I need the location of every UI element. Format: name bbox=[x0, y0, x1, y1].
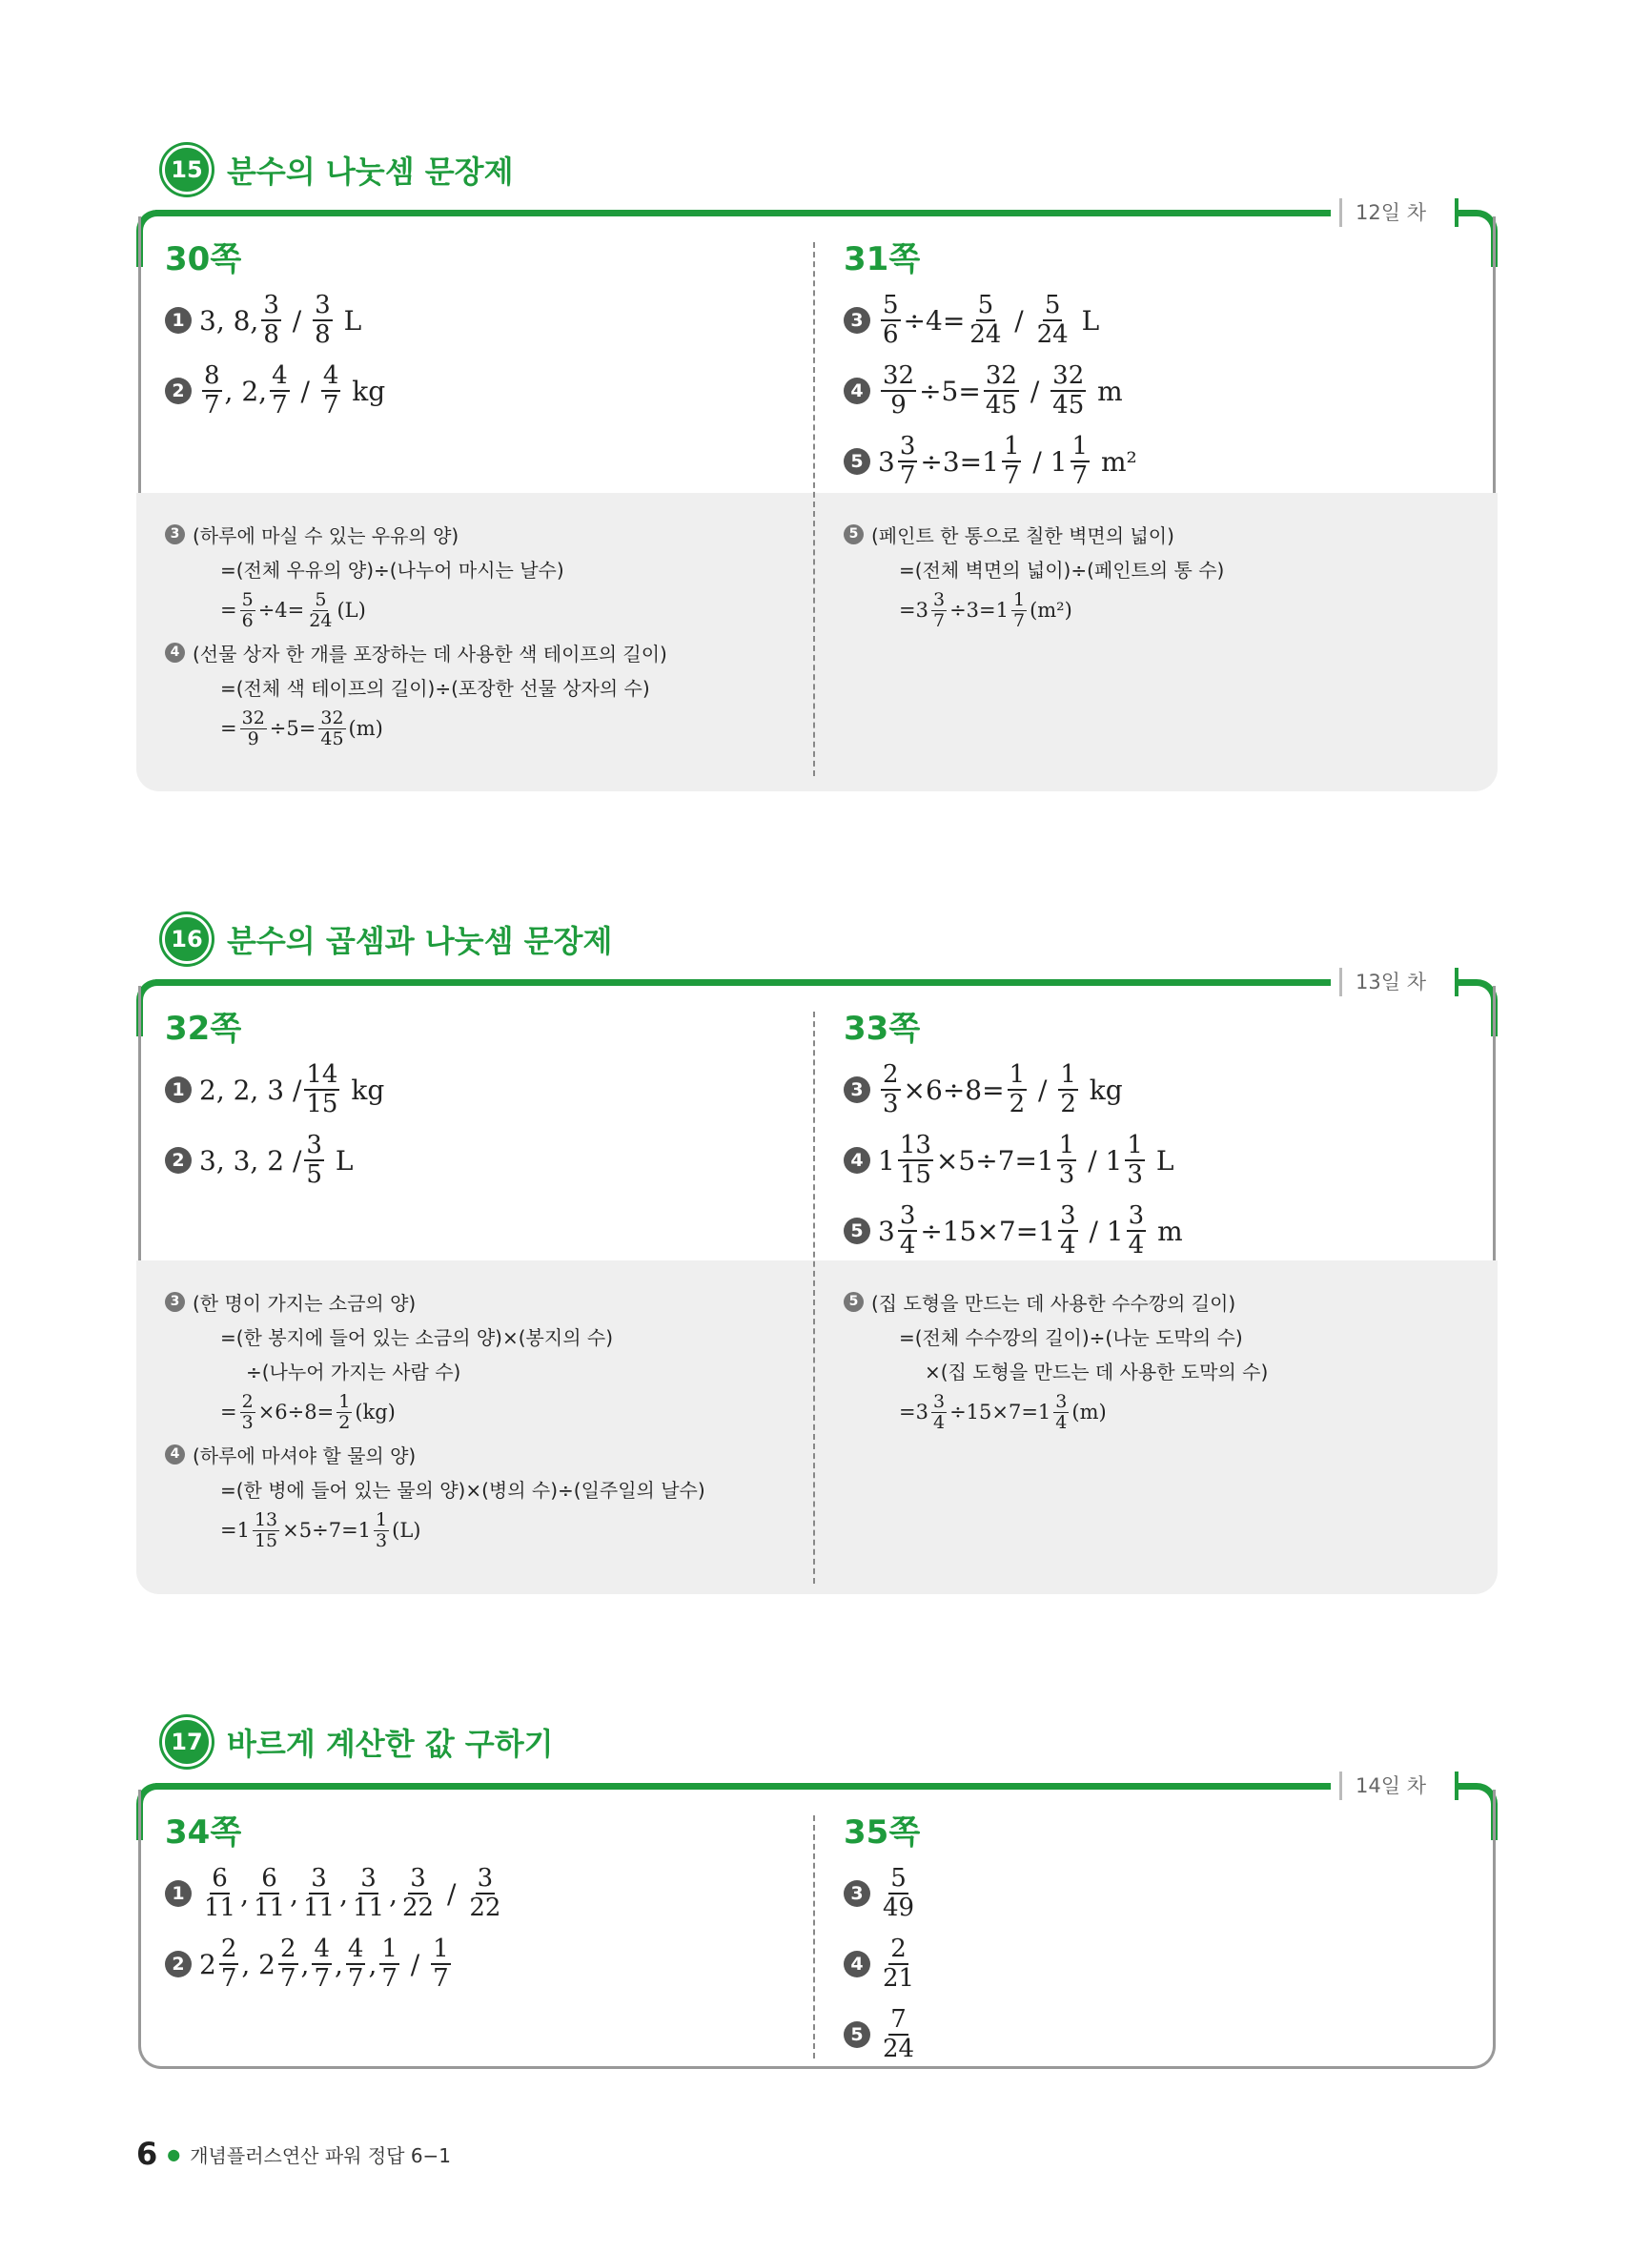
answer-2: 2 2 $\frac{2}{7}$ , 2 $\frac{2}{7}$ , $\frac{4}{7}$ , $\frac{4}{7}$ , $\frac{1}{7}$ / $\frac{1}{7}$ bbox=[165, 1929, 794, 1999]
page-30-answers bbox=[165, 233, 794, 426]
answer-3: 3 $\frac{5}{49}$ bbox=[844, 1858, 1473, 1929]
page-32-answers bbox=[165, 1002, 794, 1196]
answer-4: 4 $\frac{32}{9}$ ÷5= $\frac{32}{45}$ / $\frac{32}{45}$ m bbox=[844, 356, 1473, 426]
book-title: 개념플러스연산 파워 정답 6−1 bbox=[190, 2143, 452, 2167]
answer-4: 4 1 $\frac{13}{15}$ ×5÷7=1 $\frac{1}{3}$ / 1 $\frac{1}{3}$ L bbox=[844, 1125, 1473, 1196]
section-title: 바르게 계산한 값 구하기 bbox=[227, 1726, 554, 1762]
page-heading: 30쪽 bbox=[165, 240, 242, 278]
bullet-icon: ● bbox=[167, 2144, 181, 2163]
answer-1: 1 $\frac{6}{11}$ , $\frac{6}{11}$ , $\frac{3}{11}$ , $\frac{3}{11}$ , $\frac{3}{22}$ / $\frac{3}{22}$ bbox=[165, 1858, 794, 1929]
answer-5: 5 $\frac{7}{24}$ bbox=[844, 1999, 1473, 2070]
page-footer bbox=[136, 2136, 451, 2172]
section-number-badge: 16 bbox=[162, 914, 212, 964]
page-heading: 32쪽 bbox=[165, 1010, 242, 1048]
answer-5: 5 3 $\frac{3}{4}$ ÷15×7=1 $\frac{3}{4}$ / 1 $\frac{3}{4}$ m bbox=[844, 1196, 1473, 1266]
page-heading: 31쪽 bbox=[844, 240, 921, 278]
page-31-answers bbox=[844, 233, 1473, 497]
section-16-title bbox=[162, 911, 612, 968]
answer-5: 5 3 $\frac{3}{7}$ ÷3=1 $\frac{1}{7}$ / 1 $\frac{1}{7}$ m² bbox=[844, 426, 1473, 497]
answer-4: 4 $\frac{2}{21}$ bbox=[844, 1929, 1473, 1999]
answer-1: 1 3, 8, $\frac{3}{8}$ / $\frac{3}{8}$ L bbox=[165, 285, 794, 356]
page-33-answers bbox=[844, 1002, 1473, 1266]
explanation-right: 5 (페인트 한 통으로 칠한 벽면의 넓이) =(전체 벽면의 넓이)÷(페인트의 통 수) =3 $\frac{3}{7}$ ÷3=1 $\frac{1}{7}$ (m²) bbox=[844, 517, 1473, 635]
section-title: 분수의 나눗셈 문장제 bbox=[227, 154, 514, 190]
section-17-title bbox=[162, 1713, 554, 1771]
answer-box-16 bbox=[136, 971, 1498, 1594]
day-label: 14일 차 bbox=[1339, 1772, 1426, 1800]
answer-3: 3 $\frac{5}{6}$ ÷4= $\frac{5}{24}$ / $\frac{5}{24}$ L bbox=[844, 285, 1473, 356]
explanation-left: 3 (한 명이 가지는 소금의 양) =(한 봉지에 들어 있는 소금의 양)×(봉지의 수) ÷(나누어 가지는 사람 수) = $\frac{2}{3}$ ×6÷8= $\frac{1}{2}$ (kg) 4 (하루에 마셔야 할 물의 양) =(한 병에 들어 있는 물의 양)×(병의 수)÷(일주일의 날수) =1 $\frac{13}{15}$ ×5÷7=1 $\frac{1}{3}$ (L) bbox=[165, 1284, 794, 1555]
answer-box-15 bbox=[136, 201, 1498, 791]
answer-2: 2 3, 3, 2 / $\frac{3}{5}$ L bbox=[165, 1125, 794, 1196]
page-heading: 34쪽 bbox=[165, 1813, 242, 1852]
section-number-badge: 15 bbox=[162, 145, 212, 195]
section-title: 분수의 곱셈과 나눗셈 문장제 bbox=[227, 923, 613, 959]
answer-2: 2 $\frac{8}{7}$ , 2, $\frac{4}{7}$ / $\frac{4}{7}$ kg bbox=[165, 356, 794, 426]
section-number-badge: 17 bbox=[162, 1717, 212, 1767]
page-number: 6 bbox=[136, 2136, 158, 2172]
section-15-title bbox=[162, 141, 514, 198]
day-label: 12일 차 bbox=[1339, 198, 1426, 227]
page-34-answers bbox=[165, 1806, 794, 1999]
answer-box-17 bbox=[136, 1774, 1498, 2079]
explanation-left: 3 (하루에 마실 수 있는 우유의 양) =(전체 우유의 양)÷(나누어 마시는 날수) = $\frac{5}{6}$ ÷4= $\frac{5}{24}$ (L) 4 (선물 상자 한 개를 포장하는 데 사용한 색 테이프의 길이) =(전체 색 테이프의 길이)÷(포장한 선물 상자의 수) = $\frac{32}{9}$ ÷5= $\frac{32}{45}$ (m) bbox=[165, 517, 794, 753]
page-heading: 33쪽 bbox=[844, 1010, 921, 1048]
answer-3: 3 $\frac{2}{3}$ ×6÷8= $\frac{1}{2}$ / $\frac{1}{2}$ kg bbox=[844, 1055, 1473, 1125]
answer-1: 1 2, 2, 3 / $\frac{14}{15}$ kg bbox=[165, 1055, 794, 1125]
explanation-right: 5 (집 도형을 만드는 데 사용한 수수깡의 길이) =(전체 수수깡의 길이)÷(나눈 도막의 수) ×(집 도형을 만드는 데 사용한 도막의 수) =3 $\frac{3}{4}$ ÷15×7=1 $\frac{3}{4}$ (m) bbox=[844, 1284, 1473, 1437]
page-heading: 35쪽 bbox=[844, 1813, 921, 1852]
day-label: 13일 차 bbox=[1339, 968, 1426, 996]
page-35-answers bbox=[844, 1806, 1473, 2070]
